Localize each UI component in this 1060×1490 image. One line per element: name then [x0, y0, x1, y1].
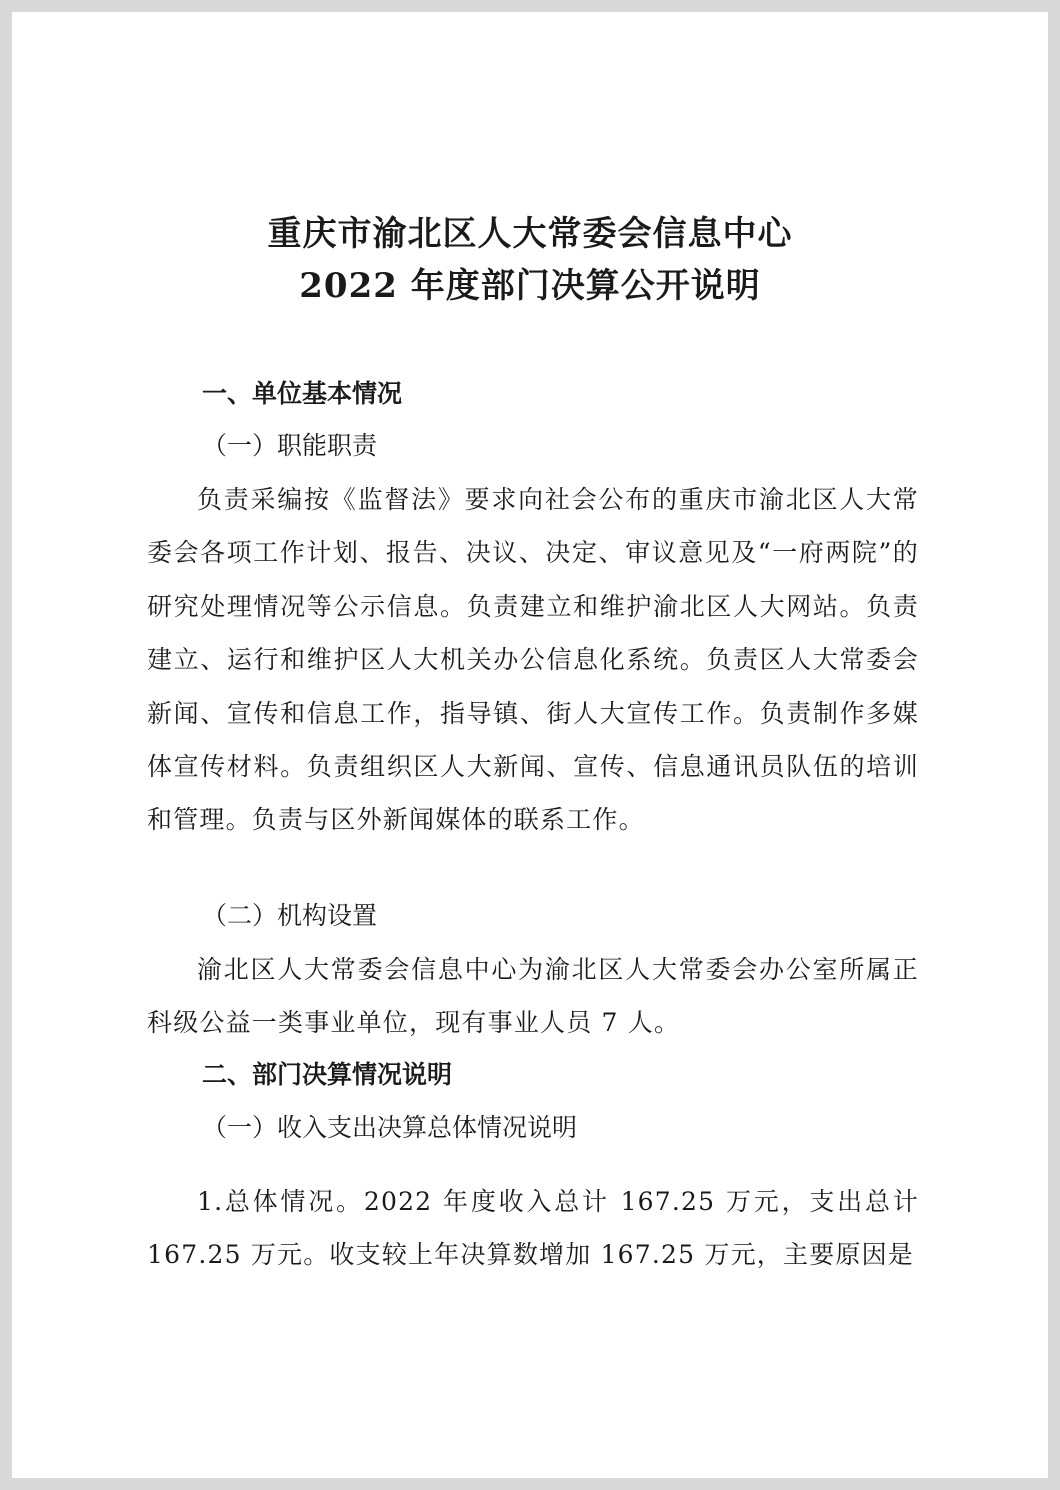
section1-sub1-paragraph: 负责采编按《监督法》要求向社会公布的重庆市渝北区人大常委会各项工作计划、报告、决议、决定、审议意见及“一府两院”的研究处理情况等公示信息。负责建立和维护渝北区人大网站。负责建立、运行和维护区人大机关办公信息化系统。负责区人大常委会新闻、宣传和信息工作，指导镇、街人大宣传工作。负责制作多媒体宣传材料。负责组织区人大新闻、宣传、信息通讯员队伍的培训和管理。负责与区外新闻媒体的联系工作。 [147, 485, 919, 835]
document-page [12, 12, 1048, 1478]
section1-sub2-heading: （二）机构设置 [202, 901, 378, 930]
section2-sub1-heading: （一）收入支出决算总体情况说明 [202, 1113, 578, 1142]
section1-sub1-heading: （一）职能职责 [202, 431, 378, 460]
section1-sub2-paragraph: 渝北区人大常委会信息中心为渝北区人大常委会办公室所属正科级公益一类事业单位，现有事业人员 7 人。 [147, 955, 919, 1038]
document-title-line1: 重庆市渝北区人大常委会信息中心 [267, 214, 793, 254]
section2-heading: 二、部门决算情况说明 [202, 1060, 453, 1089]
section2-sub1-paragraph: 1.总体情况。2022 年度收入总计 167.25 万元，支出总计 167.25 万元。收支较上年决算数增加 167.25 万元，主要原因是 [147, 1187, 919, 1270]
document-title-line2: 2022 年度部门决算公开说明 [299, 266, 761, 306]
section1-heading: 一、单位基本情况 [202, 379, 403, 408]
